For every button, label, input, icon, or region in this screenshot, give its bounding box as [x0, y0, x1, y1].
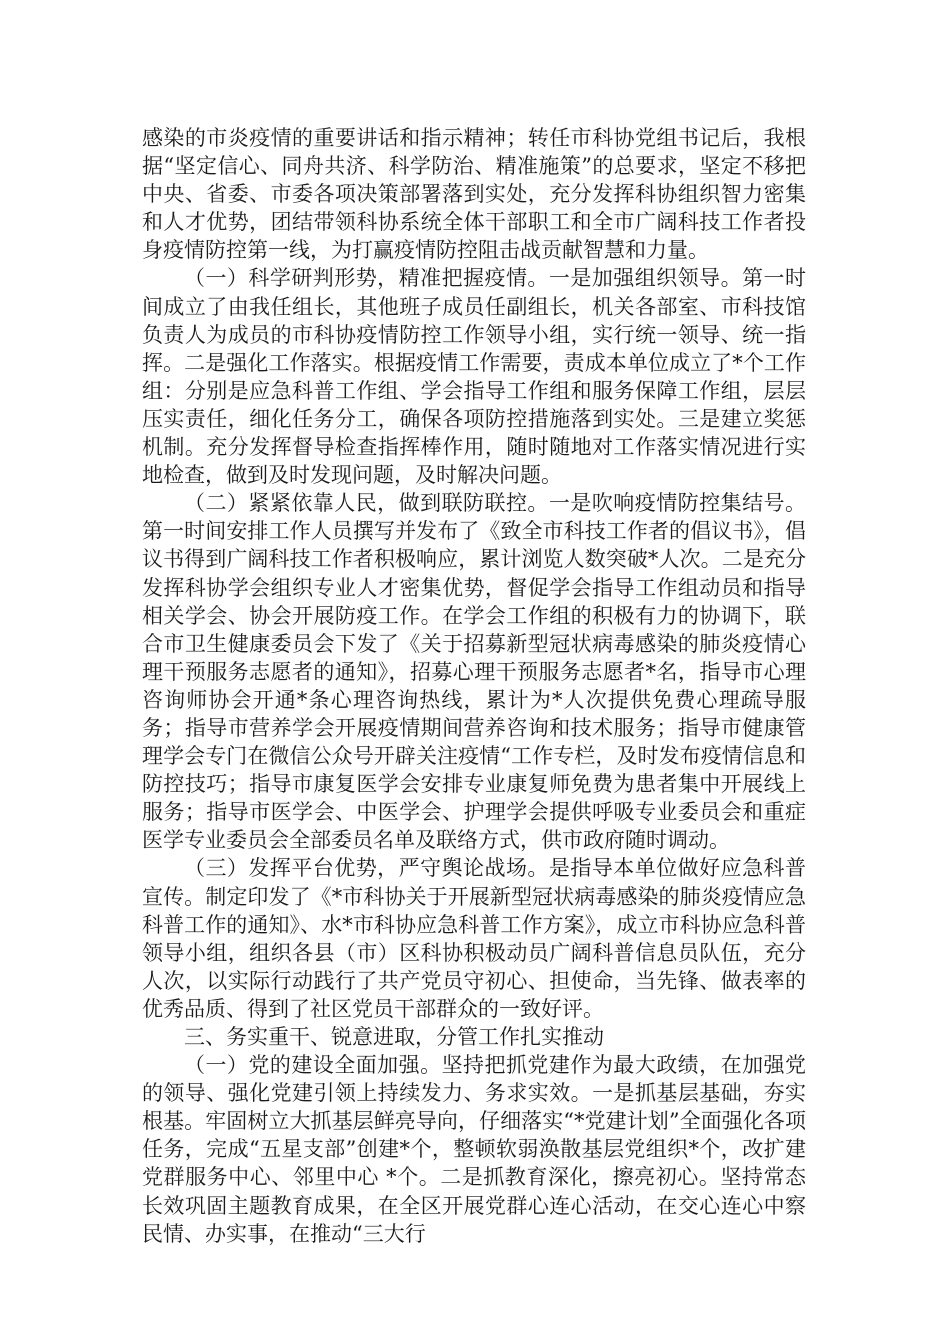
document-body [142, 124, 806, 1248]
paragraph-section-one: （一）科学研判形势，精准把握疫情。一是加强组织领导。第一时间成立了由我任组长，其他班子成员任副组长，机关各部室、市科技馆负责人为成员的市科协疫情防控工作领导小组，实行统一领导、统一指挥。二是强化工作落实。根据疫情工作需要，责成本单位成立了*个工作组：分别是应急科普工作组、学会指导工作组和服务保障工作组，层层压实责任，细化任务分工，确保各项防控措施落到实处。三是建立奖惩机制。充分发挥督导检查指挥棒作用，随时随地对工作落实情况进行实地检查，做到及时发现问题，及时解决问题。 [142, 266, 806, 488]
paragraph-party-building: （一）党的建设全面加强。坚持把抓党建作为最大政绩，在加强党的领导、强化党建引领上持续发力、务求实效。一是抓基层基础，夯实根基。牢固树立大抓基层鲜亮导向，仔细落实“*党建计划”全面强化各项任务，完成“五星支部”创建*个，整顿软弱涣散基层党组织*个，改扩建党群服务中心、邻里中心 *个。二是抓教育深化，擦亮初心。坚持常态长效巩固主题教育成果，在全区开展党群心连心活动，在交心连心中察民情、办实事，在推动“三大行 [142, 1053, 806, 1246]
paragraph-section-two: （二）紧紧依靠人民，做到联防联控。一是吹响疫情防控集结号。第一时间安排工作人员撰写并发布了《致全市科技工作者的倡议书》，倡议书得到广阔科技工作者积极响应，累计浏览人数突破*人次。二是充分发挥科协学会组织专业人才密集优势，督促学会指导工作组动员和指导相关学会、协会开展防疫工作。在学会工作组的积极有力的协调下，联合市卫生健康委员会下发了《关于招募新型冠状病毒感染的肺炎疫情心理干预服务志愿者的通知》，招募心理干预服务志愿者*名，指导市心理咨询师协会开通*条心理咨询热线，累计为*人次提供免费心理疏导服务；指导市营养学会开展疫情期间营养咨询和技术服务；指导市健康管理学会专门在微信公众号开辟关注疫情“工作专栏，及时发布疫情信息和防控技巧；指导市康复医学会安排专业康复师免费为患者集中开展线上服务；指导市医学会、中医学会、护理学会提供呼吸专业委员会和重症医学专业委员会全部委员名单及联络方式，供市政府随时调动。 [142, 491, 806, 853]
paragraph-section-three: （三）发挥平台优势，严守舆论战场。是指导本单位做好应急科普宣传。制定印发了《*市科协关于开展新型冠状病毒感染的肺炎疫情应急科普工作的通知》、水*市科协应急科普工作方案》，成立市科协应急科普领导小组，组织各县（市）区科协积极动员广阔科普信息员队伍，充分人次，以实际行动践行了共产党员守初心、担使命，当先锋、做表率的优秀品质、得到了社区党员干部群众的一致好评。 [142, 856, 806, 1021]
paragraph-intro-continued: 感染的市炎疫情的重要讲话和指示精神；转任市科协党组书记后，我根据“坚定信心、同舟共济、科学防治、精准施策”的总要求，坚定不移把中央、省委、市委各项决策部署落到实处，充分发挥科协组织智力密集和人才优势，团结带领科协系统全体干部职工和全市广阔科技工作者投身疫情防控第一线，为打赢疫情防控阻击战贡献智慧和力量。 [142, 126, 806, 263]
section-heading-three: 三、务实重干、锐意进取，分管工作扎实推动 [184, 1025, 604, 1049]
